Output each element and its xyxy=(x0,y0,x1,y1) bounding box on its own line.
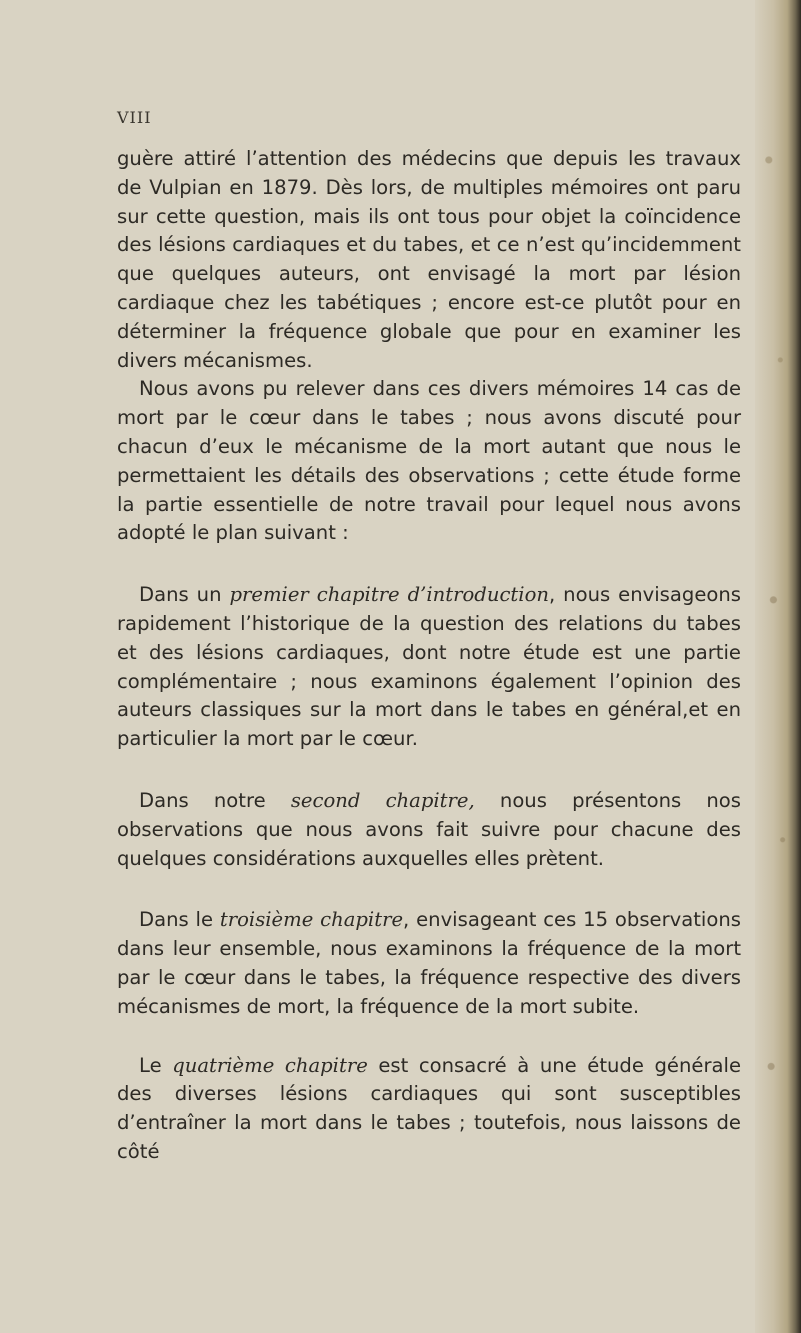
paragraph-3 xyxy=(117,581,741,754)
paragraph-5 xyxy=(117,906,741,1021)
body-text xyxy=(117,145,741,1167)
paragraph-2: Nous avons pu relever dans ces divers mémoires 14 cas de mort par le cœur dans le tabes ; nous avons discuté pour chacun d’eux le mécanisme de la mort autant que nous le permettaient les détails des observations ; cette étude forme la partie essentielle de notre travail pour lequel nous avons adopté le plan suivant : xyxy=(117,377,741,545)
paragraph-5-rest: , envisageant ces 15 observations dans leur ensemble, nous examinons la fréquence de la mort par le cœur dans le tabes, la fréquence respective des divers mécanismes de mort, la fréquence de la mort subite. xyxy=(117,908,741,1018)
paragraph-4-lead: Dans notre xyxy=(139,788,291,812)
paragraph-6-rest: est consacré à une étude générale des diverses lésions cardiaques qui sont susceptibles d’entraîner la mort dans le tabes ; toutefois, nous laissons de côté xyxy=(117,1053,741,1163)
paragraph-4-italic: second chapitre, xyxy=(290,788,475,812)
paragraph-5-italic: troisième chapitre xyxy=(219,908,404,932)
paragraph-6-italic: quatrième chapitre xyxy=(172,1053,368,1077)
paragraph-3-rest: , nous envisageons rapidement l’historique de la question des relations du tabes et des lésions cardiaques, dont notre étude est une partie complémentaire ; nous examinons également l’opinion des auteurs classiques sur la mort dans le tabes en général,et en particulier la mort par le cœur. xyxy=(117,583,741,751)
paragraph-3-lead: Dans un xyxy=(139,583,230,607)
paragraph-5-lead: Dans le xyxy=(139,908,220,932)
paragraph-4-rest: nous présentons nos observations que nous avons fait suivre pour chacune des quelques considérations auxquelles elles prètent. xyxy=(117,788,741,870)
paragraph-3-italic: premier chapitre d’introduction xyxy=(229,583,549,607)
paragraph-4 xyxy=(117,787,741,873)
paragraph-6-lead: Le xyxy=(139,1053,173,1077)
paragraph-1: guère attiré l’attention des médecins que depuis les travaux de Vulpian en 1879. Dès lors, de multiples mémoires ont paru sur cette question, mais ils ont tous pour objet la coïncidence des lésions cardiaques et du tabes, et ce n’est qu’incidemment que quelques auteurs, ont envisagé la mort par lésion cardiaque chez les tabétiques ; encore est-ce plutôt pour en déterminer la fréquence globale que pour en examiner les divers mécanismes. xyxy=(117,147,741,372)
paragraph-6 xyxy=(117,1052,741,1167)
page-number: VIII xyxy=(117,108,152,127)
page-edge-foxing xyxy=(755,0,801,1333)
